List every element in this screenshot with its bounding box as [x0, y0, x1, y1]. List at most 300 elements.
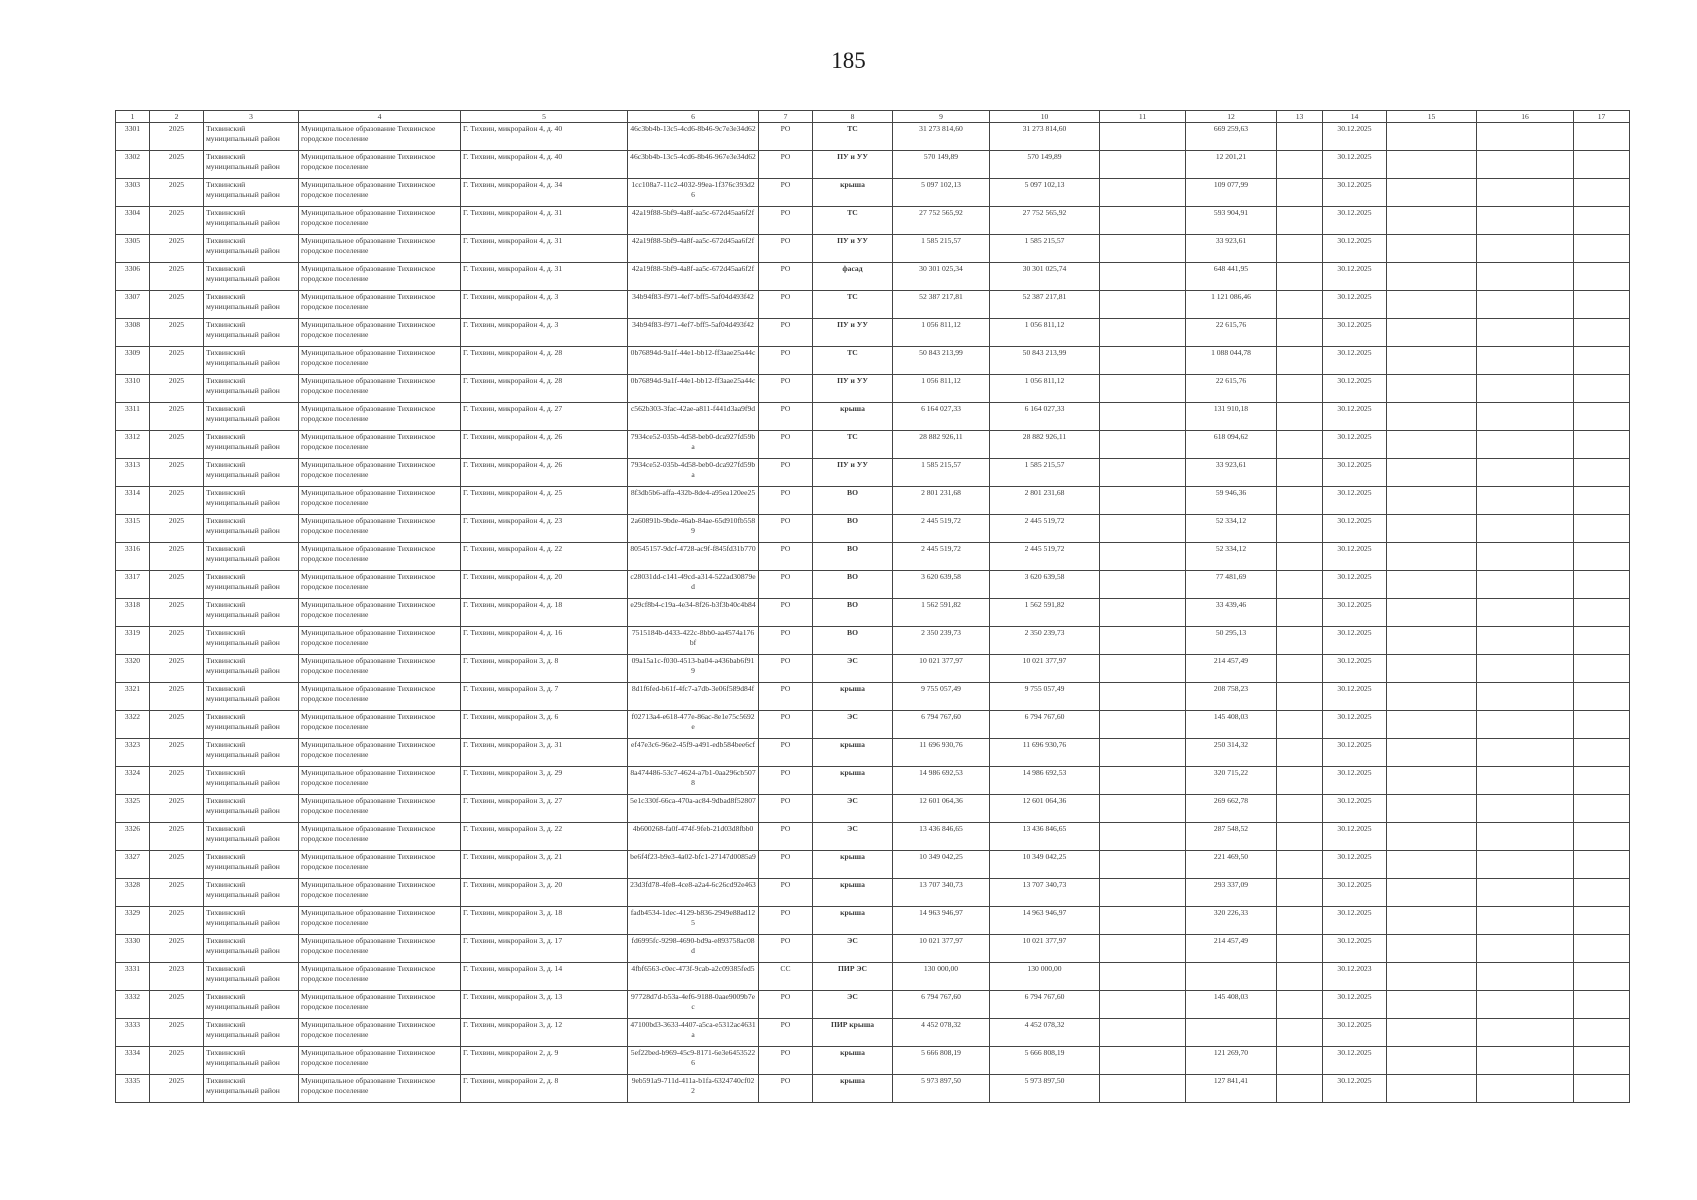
table-row [116, 543, 1630, 571]
work-type-cell: крыша [813, 767, 893, 795]
cost-cell: 14 986 692,53 [893, 767, 990, 795]
amount-cell: 221 469,50 [1186, 851, 1277, 879]
col-11-cell [1100, 235, 1186, 263]
year-cell: 2025 [150, 319, 204, 347]
address-cell: Г. Тихвин, микрорайон 4, д. 31 [461, 235, 628, 263]
table-row [116, 375, 1630, 403]
amount-cell: 127 841,41 [1186, 1075, 1277, 1103]
col-17-cell [1574, 571, 1630, 599]
district-cell: Тихвинский муниципальный район [204, 123, 299, 151]
row-number-cell: 3307 [116, 291, 150, 319]
municipality-cell: Муниципальное образование Тихвинское городское поселение [299, 739, 461, 767]
col-13-cell [1277, 375, 1323, 403]
municipality-cell: Муниципальное образование Тихвинское городское поселение [299, 963, 461, 991]
col-13-cell [1277, 543, 1323, 571]
amount-cell [1186, 1019, 1277, 1047]
cost-cell: 1 056 811,12 [893, 319, 990, 347]
address-cell: Г. Тихвин, микрорайон 4, д. 3 [461, 291, 628, 319]
table-row [116, 515, 1630, 543]
year-cell: 2025 [150, 795, 204, 823]
row-number-cell: 3329 [116, 907, 150, 935]
municipality-cell: Муниципальное образование Тихвинское городское поселение [299, 319, 461, 347]
district-cell: Тихвинский муниципальный район [204, 179, 299, 207]
col-11-cell [1100, 851, 1186, 879]
amount-cell: 1 088 044,78 [1186, 347, 1277, 375]
cost-total-cell: 6 794 767,60 [990, 991, 1100, 1019]
col-17-cell [1574, 627, 1630, 655]
cost-cell: 10 021 377,97 [893, 655, 990, 683]
col-17-cell [1574, 1047, 1630, 1075]
work-type-cell: крыша [813, 1047, 893, 1075]
year-cell: 2025 [150, 347, 204, 375]
col-15-cell [1387, 1019, 1477, 1047]
address-cell: Г. Тихвин, микрорайон 3, д. 18 [461, 907, 628, 935]
col-13-cell [1277, 739, 1323, 767]
cost-total-cell: 2 350 239,73 [990, 627, 1100, 655]
address-cell: Г. Тихвин, микрорайон 4, д. 22 [461, 543, 628, 571]
col-17-cell [1574, 991, 1630, 1019]
date-cell: 30.12.2025 [1323, 935, 1387, 963]
row-number-cell: 3328 [116, 879, 150, 907]
program-cell: РО [759, 403, 813, 431]
amount-cell: 59 946,36 [1186, 487, 1277, 515]
house-id-cell: 5e1c330f-66ca-470a-ac84-9dbad8f52807 [628, 795, 759, 823]
col-13-cell [1277, 599, 1323, 627]
amount-cell: 287 548,52 [1186, 823, 1277, 851]
address-cell: Г. Тихвин, микрорайон 3, д. 12 [461, 1019, 628, 1047]
work-type-cell: ЭС [813, 991, 893, 1019]
col-13-cell [1277, 795, 1323, 823]
col-13-cell [1277, 403, 1323, 431]
col-17-cell [1574, 543, 1630, 571]
program-cell: РО [759, 235, 813, 263]
row-number-cell: 3301 [116, 123, 150, 151]
row-number-cell: 3311 [116, 403, 150, 431]
work-type-cell: ЭС [813, 935, 893, 963]
cost-total-cell: 30 301 025,74 [990, 263, 1100, 291]
address-cell: Г. Тихвин, микрорайон 3, д. 31 [461, 739, 628, 767]
house-id-cell: be6f4f23-b9e3-4a02-bfc1-27147d0085a9 [628, 851, 759, 879]
address-cell: Г. Тихвин, микрорайон 4, д. 26 [461, 431, 628, 459]
col-11-cell [1100, 991, 1186, 1019]
year-cell: 2025 [150, 571, 204, 599]
amount-cell: 33 923,61 [1186, 459, 1277, 487]
col-17-cell [1574, 739, 1630, 767]
cost-total-cell: 2 445 519,72 [990, 543, 1100, 571]
col-17-cell [1574, 683, 1630, 711]
district-cell: Тихвинский муниципальный район [204, 319, 299, 347]
column-header: 8 [813, 111, 893, 123]
col-11-cell [1100, 347, 1186, 375]
table-row [116, 711, 1630, 739]
column-header: 14 [1323, 111, 1387, 123]
house-id-cell: c562b303-3fac-42ae-a811-f441d3aa9f9d [628, 403, 759, 431]
municipality-cell: Муниципальное образование Тихвинское городское поселение [299, 571, 461, 599]
col-17-cell [1574, 795, 1630, 823]
cost-cell: 52 387 217,81 [893, 291, 990, 319]
col-11-cell [1100, 543, 1186, 571]
cost-total-cell: 1 562 591,82 [990, 599, 1100, 627]
cost-cell: 11 696 930,76 [893, 739, 990, 767]
year-cell: 2025 [150, 543, 204, 571]
date-cell: 30.12.2025 [1323, 823, 1387, 851]
col-13-cell [1277, 1019, 1323, 1047]
year-cell: 2025 [150, 935, 204, 963]
program-cell: РО [759, 571, 813, 599]
address-cell: Г. Тихвин, микрорайон 4, д. 34 [461, 179, 628, 207]
col-17-cell [1574, 291, 1630, 319]
district-cell: Тихвинский муниципальный район [204, 291, 299, 319]
col-16-cell [1477, 347, 1574, 375]
year-cell: 2025 [150, 487, 204, 515]
program-cell: РО [759, 487, 813, 515]
work-type-cell: ПИР ЭС [813, 963, 893, 991]
col-11-cell [1100, 627, 1186, 655]
col-16-cell [1477, 683, 1574, 711]
row-number-cell: 3306 [116, 263, 150, 291]
table-row [116, 263, 1630, 291]
col-13-cell [1277, 235, 1323, 263]
address-cell: Г. Тихвин, микрорайон 2, д. 8 [461, 1075, 628, 1103]
house-id-cell: 8d1f6fed-b61f-4fc7-a7db-3e06f589d84f [628, 683, 759, 711]
cost-cell: 1 056 811,12 [893, 375, 990, 403]
year-cell: 2025 [150, 263, 204, 291]
year-cell: 2025 [150, 879, 204, 907]
work-type-cell: ПУ и УУ [813, 235, 893, 263]
col-15-cell [1387, 347, 1477, 375]
amount-cell: 22 615,76 [1186, 375, 1277, 403]
col-16-cell [1477, 627, 1574, 655]
program-cell: РО [759, 739, 813, 767]
cost-cell: 2 445 519,72 [893, 543, 990, 571]
col-17-cell [1574, 207, 1630, 235]
house-id-cell: 09a15a1c-f030-4513-ba04-a436bab6f919 [628, 655, 759, 683]
col-15-cell [1387, 627, 1477, 655]
col-17-cell [1574, 1019, 1630, 1047]
district-cell: Тихвинский муниципальный район [204, 711, 299, 739]
col-16-cell [1477, 263, 1574, 291]
municipality-cell: Муниципальное образование Тихвинское городское поселение [299, 627, 461, 655]
cost-total-cell: 28 882 926,11 [990, 431, 1100, 459]
col-11-cell [1100, 403, 1186, 431]
col-16-cell [1477, 963, 1574, 991]
work-type-cell: ТС [813, 207, 893, 235]
col-13-cell [1277, 487, 1323, 515]
address-cell: Г. Тихвин, микрорайон 3, д. 20 [461, 879, 628, 907]
date-cell: 30.12.2025 [1323, 1019, 1387, 1047]
table-body [116, 123, 1630, 1103]
date-cell: 30.12.2025 [1323, 599, 1387, 627]
table-row [116, 795, 1630, 823]
col-11-cell [1100, 963, 1186, 991]
col-17-cell [1574, 767, 1630, 795]
cost-cell: 2 445 519,72 [893, 515, 990, 543]
district-cell: Тихвинский муниципальный район [204, 823, 299, 851]
district-cell: Тихвинский муниципальный район [204, 515, 299, 543]
row-number-cell: 3330 [116, 935, 150, 963]
house-id-cell: 42a19f88-5bf9-4a8f-aa5c-672d45aa6f2f [628, 207, 759, 235]
column-header: 6 [628, 111, 759, 123]
district-cell: Тихвинский муниципальный район [204, 879, 299, 907]
program-cell: СС [759, 963, 813, 991]
col-11-cell [1100, 935, 1186, 963]
date-cell: 30.12.2025 [1323, 683, 1387, 711]
cost-cell: 13 436 846,65 [893, 823, 990, 851]
date-cell: 30.12.2025 [1323, 347, 1387, 375]
amount-cell: 52 334,12 [1186, 543, 1277, 571]
col-15-cell [1387, 851, 1477, 879]
address-cell: Г. Тихвин, микрорайон 3, д. 17 [461, 935, 628, 963]
cost-total-cell: 31 273 814,60 [990, 123, 1100, 151]
col-17-cell [1574, 347, 1630, 375]
amount-cell: 121 269,70 [1186, 1047, 1277, 1075]
year-cell: 2025 [150, 1019, 204, 1047]
amount-cell: 618 094,62 [1186, 431, 1277, 459]
year-cell: 2025 [150, 375, 204, 403]
col-17-cell [1574, 263, 1630, 291]
col-16-cell [1477, 375, 1574, 403]
date-cell: 30.12.2025 [1323, 207, 1387, 235]
municipality-cell: Муниципальное образование Тихвинское городское поселение [299, 543, 461, 571]
col-15-cell [1387, 963, 1477, 991]
cost-total-cell: 130 000,00 [990, 963, 1100, 991]
col-15-cell [1387, 179, 1477, 207]
municipality-cell: Муниципальное образование Тихвинское городское поселение [299, 1075, 461, 1103]
address-cell: Г. Тихвин, микрорайон 4, д. 16 [461, 627, 628, 655]
col-11-cell [1100, 431, 1186, 459]
date-cell: 30.12.2025 [1323, 991, 1387, 1019]
program-cell: РО [759, 907, 813, 935]
column-header: 16 [1477, 111, 1574, 123]
cost-total-cell: 6 794 767,60 [990, 711, 1100, 739]
col-11-cell [1100, 459, 1186, 487]
col-15-cell [1387, 123, 1477, 151]
col-16-cell [1477, 515, 1574, 543]
work-type-cell: ЭС [813, 795, 893, 823]
table-row [116, 291, 1630, 319]
work-type-cell: крыша [813, 683, 893, 711]
col-11-cell [1100, 739, 1186, 767]
col-15-cell [1387, 375, 1477, 403]
municipality-cell: Муниципальное образование Тихвинское городское поселение [299, 823, 461, 851]
work-type-cell: крыша [813, 907, 893, 935]
amount-cell: 250 314,32 [1186, 739, 1277, 767]
col-16-cell [1477, 291, 1574, 319]
cost-total-cell: 27 752 565,92 [990, 207, 1100, 235]
program-cell: РО [759, 711, 813, 739]
col-11-cell [1100, 1019, 1186, 1047]
column-header: 7 [759, 111, 813, 123]
work-type-cell: крыша [813, 879, 893, 907]
col-17-cell [1574, 179, 1630, 207]
program-cell: РО [759, 991, 813, 1019]
col-16-cell [1477, 571, 1574, 599]
year-cell: 2025 [150, 403, 204, 431]
table-row [116, 459, 1630, 487]
column-header: 12 [1186, 111, 1277, 123]
col-16-cell [1477, 739, 1574, 767]
municipality-cell: Муниципальное образование Тихвинское городское поселение [299, 907, 461, 935]
year-cell: 2025 [150, 655, 204, 683]
table-row [116, 991, 1630, 1019]
district-cell: Тихвинский муниципальный район [204, 655, 299, 683]
col-17-cell [1574, 823, 1630, 851]
row-number-cell: 3325 [116, 795, 150, 823]
table-row [116, 123, 1630, 151]
col-16-cell [1477, 851, 1574, 879]
table-row [116, 207, 1630, 235]
work-type-cell: ТС [813, 431, 893, 459]
house-id-cell: fadb4534-1dec-4129-b836-2949e88ad125 [628, 907, 759, 935]
col-15-cell [1387, 151, 1477, 179]
cost-total-cell: 1 056 811,12 [990, 319, 1100, 347]
table-row [116, 907, 1630, 935]
address-cell: Г. Тихвин, микрорайон 3, д. 14 [461, 963, 628, 991]
municipality-cell: Муниципальное образование Тихвинское городское поселение [299, 879, 461, 907]
address-cell: Г. Тихвин, микрорайон 4, д. 31 [461, 207, 628, 235]
cost-total-cell: 9 755 057,49 [990, 683, 1100, 711]
house-id-cell: e29cf8b4-c19a-4e34-8f26-b3f3b40c4b84 [628, 599, 759, 627]
col-11-cell [1100, 823, 1186, 851]
municipality-cell: Муниципальное образование Тихвинское городское поселение [299, 711, 461, 739]
program-cell: РО [759, 823, 813, 851]
col-13-cell [1277, 767, 1323, 795]
amount-cell: 208 758,23 [1186, 683, 1277, 711]
row-number-cell: 3302 [116, 151, 150, 179]
col-11-cell [1100, 263, 1186, 291]
work-type-cell: крыша [813, 851, 893, 879]
municipality-cell: Муниципальное образование Тихвинское городское поселение [299, 207, 461, 235]
date-cell: 30.12.2025 [1323, 487, 1387, 515]
address-cell: Г. Тихвин, микрорайон 4, д. 27 [461, 403, 628, 431]
table-row [116, 655, 1630, 683]
municipality-cell: Муниципальное образование Тихвинское городское поселение [299, 1047, 461, 1075]
work-type-cell: ВО [813, 543, 893, 571]
district-cell: Тихвинский муниципальный район [204, 627, 299, 655]
program-cell: РО [759, 123, 813, 151]
column-header: 17 [1574, 111, 1630, 123]
cost-cell: 6 794 767,60 [893, 711, 990, 739]
address-cell: Г. Тихвин, микрорайон 4, д. 26 [461, 459, 628, 487]
col-17-cell [1574, 487, 1630, 515]
column-header: 2 [150, 111, 204, 123]
row-number-cell: 3304 [116, 207, 150, 235]
house-id-cell: 5ef22bed-b969-45c9-8171-6e3e64535226 [628, 1047, 759, 1075]
column-header: 15 [1387, 111, 1477, 123]
date-cell: 30.12.2025 [1323, 711, 1387, 739]
col-11-cell [1100, 291, 1186, 319]
col-17-cell [1574, 655, 1630, 683]
col-16-cell [1477, 151, 1574, 179]
address-cell: Г. Тихвин, микрорайон 4, д. 40 [461, 123, 628, 151]
col-17-cell [1574, 1075, 1630, 1103]
table-row [116, 767, 1630, 795]
table-row [116, 963, 1630, 991]
address-cell: Г. Тихвин, микрорайон 3, д. 27 [461, 795, 628, 823]
col-13-cell [1277, 151, 1323, 179]
col-16-cell [1477, 207, 1574, 235]
registry-table [115, 110, 1630, 1103]
col-17-cell [1574, 459, 1630, 487]
program-cell: РО [759, 683, 813, 711]
municipality-cell: Муниципальное образование Тихвинское городское поселение [299, 487, 461, 515]
col-15-cell [1387, 711, 1477, 739]
work-type-cell: ВО [813, 515, 893, 543]
house-id-cell: f02713a4-e618-477e-86ac-8e1e75c5692e [628, 711, 759, 739]
program-cell: РО [759, 1019, 813, 1047]
work-type-cell: фасад [813, 263, 893, 291]
cost-total-cell: 3 620 639,58 [990, 571, 1100, 599]
col-15-cell [1387, 487, 1477, 515]
year-cell: 2025 [150, 599, 204, 627]
district-cell: Тихвинский муниципальный район [204, 795, 299, 823]
col-16-cell [1477, 543, 1574, 571]
work-type-cell: ПУ и УУ [813, 151, 893, 179]
district-cell: Тихвинский муниципальный район [204, 599, 299, 627]
program-cell: РО [759, 795, 813, 823]
col-11-cell [1100, 1075, 1186, 1103]
col-13-cell [1277, 655, 1323, 683]
cost-total-cell: 12 601 064,36 [990, 795, 1100, 823]
col-17-cell [1574, 235, 1630, 263]
date-cell: 30.12.2025 [1323, 543, 1387, 571]
date-cell: 30.12.2025 [1323, 235, 1387, 263]
work-type-cell: ПИР крыша [813, 1019, 893, 1047]
house-id-cell: fd6995fc-9298-4690-bd9a-e893758ac08d [628, 935, 759, 963]
col-11-cell [1100, 879, 1186, 907]
district-cell: Тихвинский муниципальный район [204, 991, 299, 1019]
municipality-cell: Муниципальное образование Тихвинское городское поселение [299, 403, 461, 431]
cost-total-cell: 5 666 808,19 [990, 1047, 1100, 1075]
table-row [116, 823, 1630, 851]
cost-total-cell: 14 963 946,97 [990, 907, 1100, 935]
row-number-cell: 3324 [116, 767, 150, 795]
address-cell: Г. Тихвин, микрорайон 3, д. 29 [461, 767, 628, 795]
house-id-cell: 97728d7d-b53a-4ef6-9188-0aae9009b7ec [628, 991, 759, 1019]
address-cell: Г. Тихвин, микрорайон 4, д. 28 [461, 375, 628, 403]
col-11-cell [1100, 711, 1186, 739]
municipality-cell: Муниципальное образование Тихвинское городское поселение [299, 123, 461, 151]
year-cell: 2025 [150, 515, 204, 543]
table-row [116, 487, 1630, 515]
col-16-cell [1477, 319, 1574, 347]
col-15-cell [1387, 683, 1477, 711]
amount-cell: 12 201,21 [1186, 151, 1277, 179]
municipality-cell: Муниципальное образование Тихвинское городское поселение [299, 655, 461, 683]
col-13-cell [1277, 991, 1323, 1019]
district-cell: Тихвинский муниципальный район [204, 151, 299, 179]
house-id-cell: 34b94f83-f971-4ef7-bff5-5af04d493f42 [628, 319, 759, 347]
col-13-cell [1277, 459, 1323, 487]
column-header: 10 [990, 111, 1100, 123]
cost-cell: 14 963 946,97 [893, 907, 990, 935]
municipality-cell: Муниципальное образование Тихвинское городское поселение [299, 795, 461, 823]
house-id-cell: 2a60891b-9bde-46ab-84ae-65d910fb5589 [628, 515, 759, 543]
house-id-cell: 46c3bb4b-13c5-4cd6-8b46-9c7e3e34d62 [628, 123, 759, 151]
work-type-cell: крыша [813, 179, 893, 207]
cost-cell: 10 021 377,97 [893, 935, 990, 963]
municipality-cell: Муниципальное образование Тихвинское городское поселение [299, 291, 461, 319]
district-cell: Тихвинский муниципальный район [204, 963, 299, 991]
col-17-cell [1574, 375, 1630, 403]
program-cell: РО [759, 767, 813, 795]
col-16-cell [1477, 403, 1574, 431]
address-cell: Г. Тихвин, микрорайон 4, д. 20 [461, 571, 628, 599]
district-cell: Тихвинский муниципальный район [204, 263, 299, 291]
year-cell: 2025 [150, 431, 204, 459]
row-number-cell: 3333 [116, 1019, 150, 1047]
row-number-cell: 3318 [116, 599, 150, 627]
